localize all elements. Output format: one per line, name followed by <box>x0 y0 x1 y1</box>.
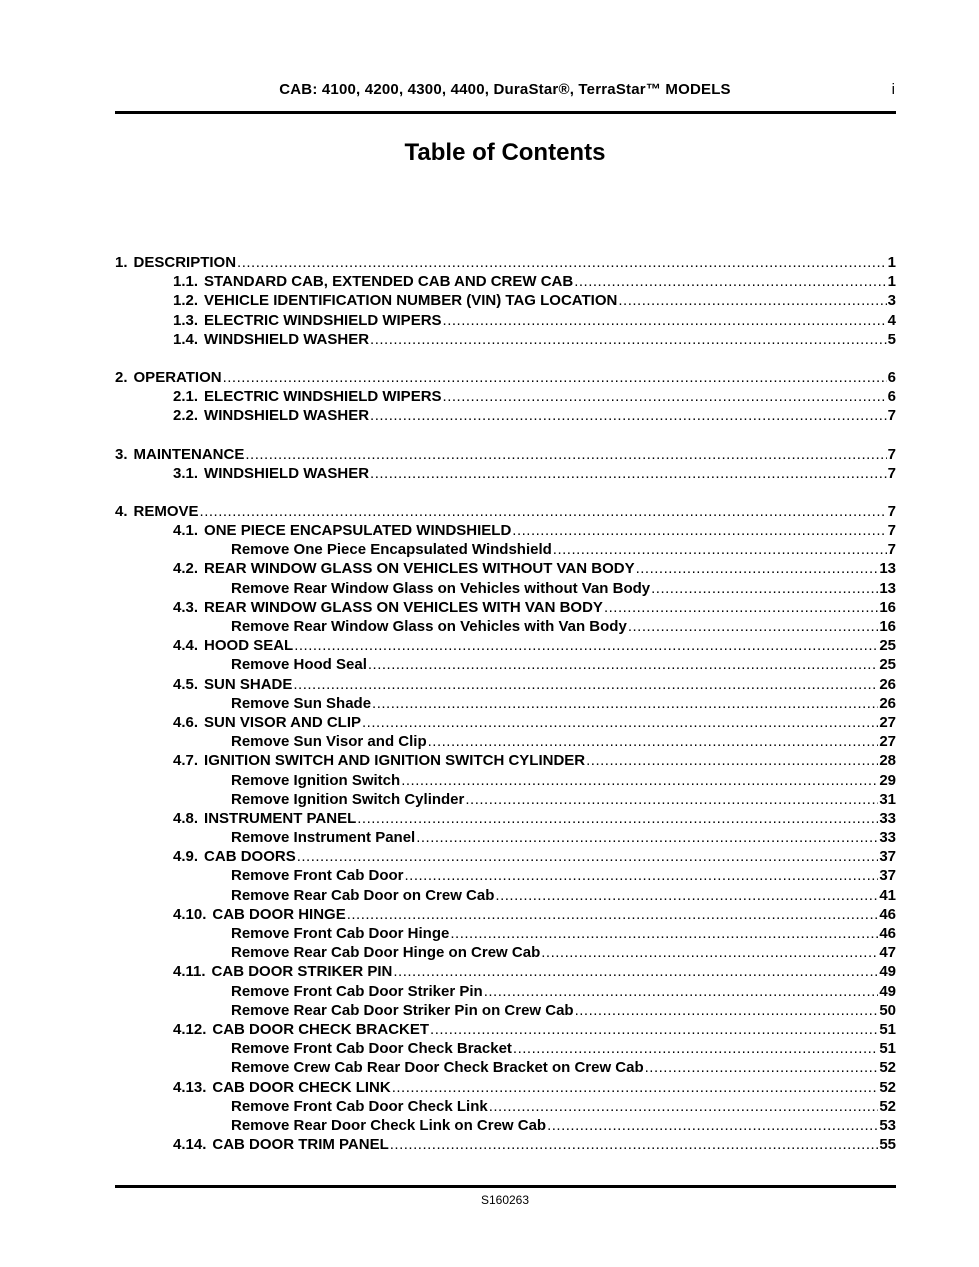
toc-entry-label: WINDSHIELD WASHER <box>204 464 370 482</box>
toc-entry-page: 16 <box>879 618 896 635</box>
toc-entry[interactable] <box>115 579 896 598</box>
toc-entry-number: 2. <box>115 368 128 386</box>
toc-entry-number: 4.13. <box>173 1078 207 1096</box>
toc-entry-number: 1.4. <box>173 330 199 348</box>
toc-dot-leader <box>547 1116 878 1135</box>
toc-entry-label: OPERATION <box>133 368 222 386</box>
toc-entry-label: IGNITION SWITCH AND IGNITION SWITCH CYLINDER <box>204 752 586 770</box>
toc-entry[interactable] <box>115 311 896 330</box>
toc-dot-leader <box>362 713 878 732</box>
toc-entry-label: CAB DOORS <box>204 848 296 866</box>
toc-entry-page: 7 <box>887 445 896 463</box>
toc-entry[interactable] <box>115 253 896 272</box>
toc-entry[interactable] <box>115 771 896 790</box>
toc-entry[interactable] <box>115 866 896 885</box>
toc-dot-leader <box>370 330 887 349</box>
toc-entry[interactable] <box>115 368 896 387</box>
toc-entry-page: 46 <box>879 925 896 942</box>
toc-entry[interactable] <box>115 655 896 674</box>
toc-entry[interactable] <box>115 521 896 540</box>
toc-entry-label: REAR WINDOW GLASS ON VEHICLES WITH VAN BODY <box>204 598 603 616</box>
toc-entry-number: 4. <box>115 502 128 520</box>
toc-entry-label: Remove Rear Cab Door Striker Pin on Crew Cab <box>231 1001 574 1019</box>
toc-entry-page: 16 <box>879 598 896 616</box>
toc-dot-leader <box>401 771 878 790</box>
toc-entry-label: Remove Rear Cab Door on Crew Cab <box>231 886 495 904</box>
toc-entry-page: 1 <box>887 254 896 271</box>
toc-entry-page: 4 <box>887 311 896 329</box>
toc-entry[interactable] <box>115 559 896 578</box>
toc-entry-number: 3. <box>115 445 128 463</box>
toc-dot-leader <box>368 655 878 674</box>
toc-entry-number: 4.3. <box>173 598 199 616</box>
toc-entry[interactable] <box>115 713 896 732</box>
toc-entry-label: VEHICLE IDENTIFICATION NUMBER (VIN) TAG LOCATION <box>204 292 618 310</box>
toc-entry[interactable] <box>115 617 896 636</box>
toc-dot-leader <box>357 809 878 828</box>
toc-entry-number: 4.6. <box>173 713 199 731</box>
toc-entry-number: 1. <box>115 254 128 271</box>
toc-entry-page: 25 <box>879 637 896 655</box>
toc-dot-leader <box>586 751 878 770</box>
toc-entry[interactable] <box>115 540 896 559</box>
toc-entry-label: Remove Instrument Panel <box>231 829 416 847</box>
toc-entry-page: 6 <box>887 388 896 406</box>
toc-entry[interactable] <box>115 943 896 962</box>
table-of-contents <box>115 253 896 1154</box>
toc-entry[interactable] <box>115 502 896 521</box>
toc-entry-label: REAR WINDOW GLASS ON VEHICLES WITHOUT VAN BODY <box>204 560 635 578</box>
toc-entry[interactable] <box>115 694 896 713</box>
toc-entry-page: 27 <box>879 713 896 731</box>
toc-entry-page: 33 <box>879 809 896 827</box>
toc-entry-page: 31 <box>879 790 896 808</box>
toc-entry-label: Remove Front Cab Door Striker Pin <box>231 982 483 1000</box>
toc-dot-leader <box>484 982 879 1001</box>
toc-dot-leader <box>372 694 878 713</box>
toc-entry[interactable] <box>115 809 896 828</box>
toc-entry-label: ELECTRIC WINDSHIELD WIPERS <box>204 388 442 406</box>
toc-entry-page: 7 <box>887 407 896 425</box>
toc-entry[interactable] <box>115 1135 896 1154</box>
toc-entry-page: 52 <box>879 1097 896 1115</box>
toc-entry-label: CAB DOOR CHECK LINK <box>212 1078 391 1096</box>
toc-dot-leader <box>293 675 878 694</box>
toc-entry-page: 46 <box>879 905 896 923</box>
toc-dot-leader <box>541 943 878 962</box>
toc-entry-label: Remove Hood Seal <box>231 656 367 674</box>
toc-entry[interactable] <box>115 272 896 291</box>
toc-dot-leader <box>604 598 878 617</box>
toc-entry-label: WINDSHIELD WASHER <box>204 407 370 425</box>
toc-entry[interactable] <box>115 732 896 751</box>
toc-entry-page: 51 <box>879 1040 896 1058</box>
toc-dot-leader <box>489 1097 879 1116</box>
toc-dot-leader <box>294 636 878 655</box>
toc-dot-leader <box>245 445 886 464</box>
toc-dot-leader <box>405 866 879 885</box>
toc-entry[interactable] <box>115 962 896 981</box>
toc-entry-label: Remove Rear Window Glass on Vehicles with Van Body <box>231 618 627 635</box>
toc-entry-label: SUN VISOR AND CLIP <box>204 713 361 731</box>
toc-entry-page: 5 <box>887 330 896 348</box>
toc-entry-label: Remove Front Cab Door Check Link <box>231 1097 488 1115</box>
toc-entry-number: 4.7. <box>173 752 199 770</box>
toc-dot-leader <box>223 368 887 387</box>
toc-entry-label: Remove Front Cab Door Check Bracket <box>231 1040 512 1058</box>
toc-entry-page: 37 <box>879 848 896 866</box>
toc-dot-leader <box>495 886 878 905</box>
toc-entry-label: Remove Sun Shade <box>231 694 372 712</box>
toc-entry-label: Remove Crew Cab Rear Door Check Bracket on Crew Cab <box>231 1059 644 1077</box>
toc-entry-number: 4.10. <box>173 905 207 923</box>
toc-dot-leader <box>200 502 887 521</box>
toc-entry-number: 2.2. <box>173 407 199 425</box>
toc-entry-label: SUN SHADE <box>204 675 293 693</box>
toc-dot-leader <box>428 732 879 751</box>
toc-entry-page: 29 <box>879 771 896 789</box>
toc-entry-page: 50 <box>879 1001 896 1019</box>
toc-entry[interactable] <box>115 1116 896 1135</box>
toc-entry-label: Remove Rear Door Check Link on Crew Cab <box>231 1116 547 1134</box>
document-title: Table of Contents <box>404 139 606 166</box>
toc-entry-number: 1.1. <box>173 273 199 291</box>
toc-dot-leader <box>416 828 878 847</box>
toc-dot-leader <box>443 311 887 330</box>
toc-entry[interactable] <box>115 598 896 617</box>
toc-entry-page: 26 <box>879 694 896 712</box>
toc-entry-page: 33 <box>879 829 896 847</box>
toc-dot-leader <box>297 847 879 866</box>
toc-dot-leader <box>512 521 886 540</box>
toc-entry-label: REMOVE <box>133 502 199 520</box>
toc-entry-number: 4.14. <box>173 1136 207 1154</box>
toc-entry-page: 13 <box>879 560 896 578</box>
toc-entry-label: CAB DOOR STRIKER PIN <box>211 963 393 981</box>
toc-entry-page: 55 <box>879 1136 896 1154</box>
toc-entry[interactable] <box>115 636 896 655</box>
header-title: CAB: 4100, 4200, 4300, 4400, DuraStar®, TerraStar™ MODELS <box>279 81 731 98</box>
toc-dot-leader <box>347 905 879 924</box>
toc-dot-leader <box>636 559 879 578</box>
toc-dot-leader <box>370 464 887 483</box>
toc-entry[interactable] <box>115 924 896 943</box>
toc-dot-leader <box>651 579 878 598</box>
toc-dot-leader <box>392 1078 879 1097</box>
toc-entry-label: HOOD SEAL <box>204 637 294 655</box>
toc-dot-leader <box>574 272 886 291</box>
toc-entry-label: Remove One Piece Encapsulated Windshield <box>231 541 552 559</box>
toc-entry-label: Remove Rear Window Glass on Vehicles without Van Body <box>231 579 651 597</box>
toc-entry-number: 1.2. <box>173 292 199 310</box>
toc-entry-page: 7 <box>887 541 896 559</box>
toc-entry-number: 4.9. <box>173 848 199 866</box>
toc-entry[interactable] <box>115 1001 896 1020</box>
toc-entry-number: 4.2. <box>173 560 199 578</box>
toc-entry[interactable] <box>115 982 896 1001</box>
toc-entry-label: Remove Sun Visor and Clip <box>231 733 427 751</box>
toc-entry-page: 3 <box>887 292 896 310</box>
toc-dot-leader <box>237 253 887 272</box>
toc-entry-page: 37 <box>879 867 896 885</box>
toc-entry-page: 49 <box>879 982 896 1000</box>
toc-entry-label: Remove Rear Cab Door Hinge on Crew Cab <box>231 944 541 962</box>
toc-entry-label: Remove Ignition Switch <box>231 771 401 789</box>
toc-entry-number: 4.4. <box>173 637 199 655</box>
toc-entry-page: 47 <box>879 944 896 962</box>
toc-entry[interactable] <box>115 847 896 866</box>
toc-entry-label: CAB DOOR TRIM PANEL <box>212 1136 389 1154</box>
toc-entry-page: 13 <box>879 579 896 597</box>
toc-entry-page: 49 <box>879 963 896 981</box>
toc-entry-page: 7 <box>887 502 896 520</box>
toc-entry-page: 52 <box>879 1078 896 1096</box>
toc-entry-number: 4.8. <box>173 809 199 827</box>
toc-entry-page: 1 <box>887 273 896 291</box>
toc-entry[interactable] <box>115 445 896 464</box>
toc-entry-label: Remove Front Cab Door <box>231 867 404 885</box>
toc-entry-page: 53 <box>879 1116 896 1134</box>
toc-entry-label: ONE PIECE ENCAPSULATED WINDSHIELD <box>204 522 512 540</box>
toc-entry-label: INSTRUMENT PANEL <box>204 809 357 827</box>
toc-entry[interactable] <box>115 790 896 809</box>
toc-entry[interactable] <box>115 1020 896 1039</box>
page-number: i <box>891 81 895 98</box>
toc-entry[interactable] <box>115 905 896 924</box>
toc-entry[interactable] <box>115 828 896 847</box>
toc-entry[interactable] <box>115 1097 896 1116</box>
toc-entry-label: DESCRIPTION <box>133 254 237 271</box>
toc-entry-label: WINDSHIELD WASHER <box>204 330 370 348</box>
toc-entry-label: ELECTRIC WINDSHIELD WIPERS <box>204 311 442 329</box>
toc-entry-number: 4.5. <box>173 675 199 693</box>
toc-entry[interactable] <box>115 387 896 406</box>
toc-entry-page: 27 <box>879 733 896 751</box>
toc-entry[interactable] <box>115 1078 896 1097</box>
toc-entry-page: 6 <box>887 368 896 386</box>
toc-entry-number: 4.12. <box>173 1020 207 1038</box>
toc-entry[interactable] <box>115 1058 896 1077</box>
toc-dot-leader <box>390 1135 879 1154</box>
toc-dot-leader <box>450 924 878 943</box>
toc-entry-page: 7 <box>887 522 896 540</box>
toc-entry-number: 2.1. <box>173 388 199 406</box>
toc-dot-leader <box>430 1020 878 1039</box>
toc-entry[interactable] <box>115 751 896 770</box>
toc-entry[interactable] <box>115 464 896 483</box>
toc-dot-leader <box>393 962 878 981</box>
toc-entry-page: 28 <box>879 752 896 770</box>
toc-entry[interactable] <box>115 675 896 694</box>
toc-entry-page: 51 <box>879 1020 896 1038</box>
toc-dot-leader <box>443 387 887 406</box>
footer-code: S160263 <box>480 1193 530 1207</box>
toc-entry-label: STANDARD CAB, EXTENDED CAB AND CREW CAB <box>204 273 574 291</box>
toc-entry-page: 26 <box>879 675 896 693</box>
toc-dot-leader <box>513 1039 878 1058</box>
header-rule <box>115 111 896 114</box>
toc-dot-leader <box>370 406 887 425</box>
toc-entry-label: CAB DOOR CHECK BRACKET <box>212 1020 430 1038</box>
toc-entry-number: 1.3. <box>173 311 199 329</box>
toc-entry-page: 7 <box>887 464 896 482</box>
toc-entry-label: CAB DOOR HINGE <box>212 905 346 923</box>
toc-entry-label: Remove Ignition Switch Cylinder <box>231 790 465 808</box>
toc-entry-label: MAINTENANCE <box>133 445 245 463</box>
toc-entry-number: 3.1. <box>173 464 199 482</box>
toc-entry-number: 4.1. <box>173 522 199 540</box>
toc-entry[interactable] <box>115 886 896 905</box>
toc-entry-number: 4.11. <box>173 963 206 981</box>
toc-entry-label: Remove Front Cab Door Hinge <box>231 925 450 942</box>
toc-dot-leader <box>645 1058 879 1077</box>
toc-dot-leader <box>465 790 878 809</box>
toc-entry[interactable] <box>115 291 896 310</box>
toc-entry-page: 25 <box>879 656 896 674</box>
toc-dot-leader <box>618 291 886 310</box>
toc-entry-page: 41 <box>879 886 896 904</box>
toc-dot-leader <box>628 617 879 636</box>
toc-entry[interactable] <box>115 1039 896 1058</box>
toc-dot-leader <box>553 540 887 559</box>
toc-entry[interactable] <box>115 406 896 425</box>
toc-dot-leader <box>575 1001 879 1020</box>
footer-rule <box>115 1185 896 1188</box>
toc-entry-page: 52 <box>879 1059 896 1077</box>
toc-entry[interactable] <box>115 330 896 349</box>
